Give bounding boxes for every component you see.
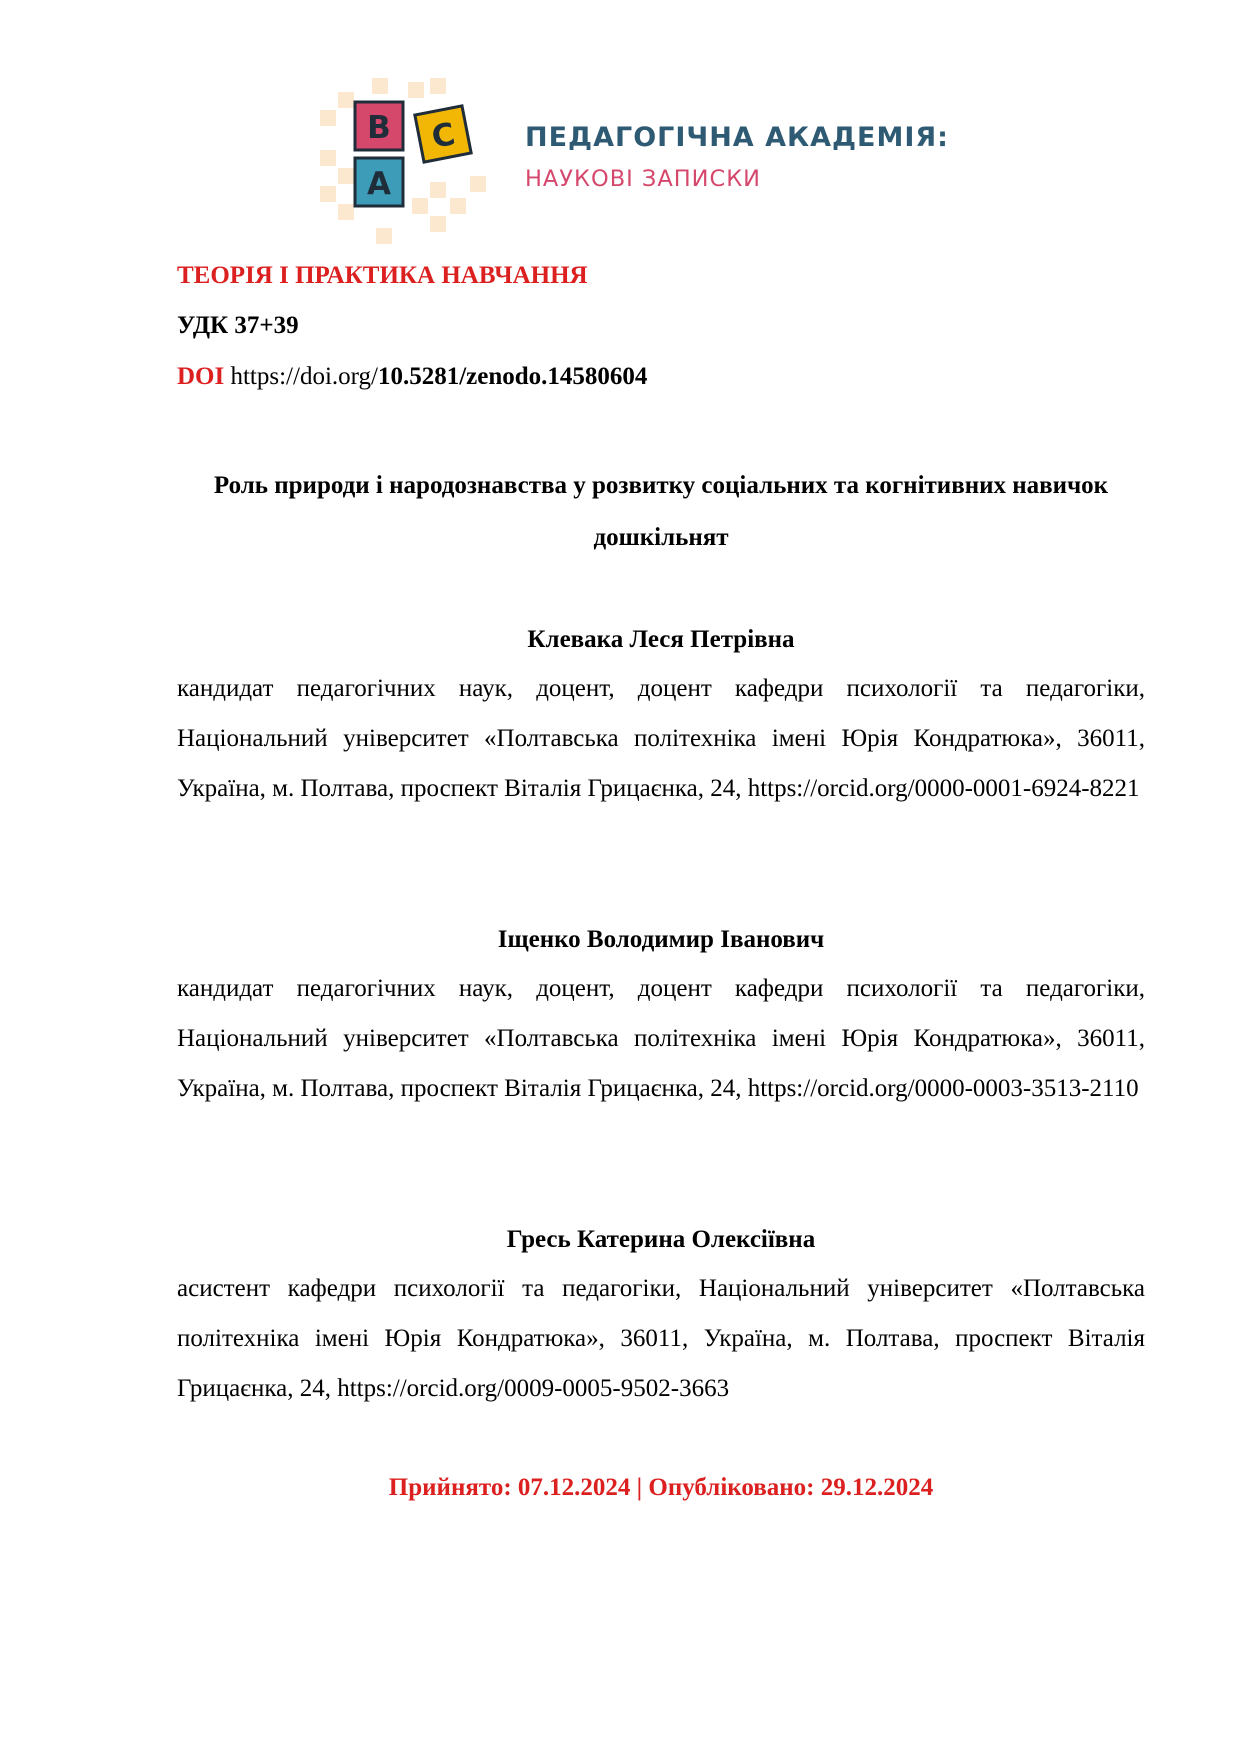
author-block bbox=[177, 1223, 1145, 1414]
author-affiliation: кандидат педагогічних наук, доцент, доцент кафедри психології та педагогіки, Національний університет «Полтавська політехніка імені Юрія Кондратюка», 36011, Україна, м. Полтава, проспект Віталія Грицаєнка, 24, https://orcid.org/0000-0001-6924-8221 bbox=[177, 675, 1145, 802]
svg-text:B: B bbox=[367, 110, 391, 146]
journal-subtitle: НАУКОВІ ЗАПИСКИ bbox=[525, 166, 762, 192]
svg-text:C: C bbox=[428, 116, 458, 156]
doi-line bbox=[177, 363, 647, 391]
author-name: Іщенко Володимир Іванович bbox=[497, 926, 825, 953]
doi-label: DOI bbox=[177, 363, 225, 390]
journal-logo bbox=[320, 78, 1020, 248]
article-title: Роль природи і народознавства у розвитку соціальних та когнітивних навичок дошкільнят bbox=[213, 472, 1109, 551]
author-block bbox=[177, 923, 1145, 1114]
author-affiliation: кандидат педагогічних наук, доцент, доцент кафедри психології та педагогіки, Національний університет «Полтавська політехніка імені Юрія Кондратюка», 36011, Україна, м. Полтава, проспект Віталія Грицаєнка, 24, https://orcid.org/0000-0003-3513-2110 bbox=[177, 975, 1145, 1102]
author-block bbox=[177, 623, 1145, 814]
journal-title: ПЕДАГОГІЧНА АКАДЕМІЯ: bbox=[525, 122, 949, 153]
author-name: Клевака Леся Петрівна bbox=[527, 626, 795, 653]
doi-link[interactable] bbox=[230, 363, 647, 390]
author-name: Гресь Катерина Олексіївна bbox=[506, 1226, 816, 1253]
section-heading: ТЕОРІЯ І ПРАКТИКА НАВЧАННЯ bbox=[177, 262, 588, 289]
author-affiliation: асистент кафедри психології та педагогіки, Національний університет «Полтавська політехніка імені Юрія Кондратюка», 36011, Україна, м. Полтава, проспект Віталія Грицаєнка, 24, https://orcid.org/0009-0005-9502-3663 bbox=[177, 1275, 1145, 1402]
udk-code: УДК 37+39 bbox=[177, 312, 299, 339]
doi-id: 10.5281/zenodo.14580604 bbox=[377, 363, 648, 390]
abc-blocks-logo-icon bbox=[320, 78, 520, 248]
svg-text:A: A bbox=[367, 166, 391, 202]
doi-prefix: https://doi.org/ bbox=[230, 363, 378, 390]
publication-dates: Прийнято: 07.12.2024 | Опубліковано: 29.12.2024 bbox=[388, 1474, 934, 1501]
